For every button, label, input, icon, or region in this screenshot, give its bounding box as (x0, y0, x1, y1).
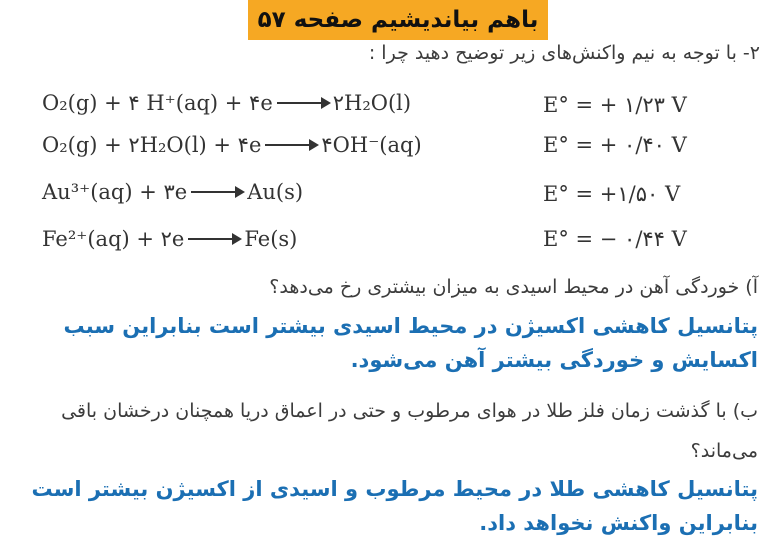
reaction-2-products: ۴OH⁻(aq) (321, 133, 422, 157)
reaction-2-reactants: O₂(g) + ۲H₂O(l) + ۴e (42, 133, 262, 157)
reaction-4-potential: E° = − ۰/۴۴ V (543, 227, 687, 251)
reaction-3-potential: E° = +۱/۵۰ V (543, 182, 681, 206)
reaction-3-reactants: Au³⁺(aq) + ۳e (42, 180, 188, 204)
reaction-1-reactants: O₂(g) + ۴ H⁺(aq) + ۴e (42, 91, 273, 115)
part-a-question: آ) خوردگی آهن در محیط اسیدی به میزان بیشتری رخ می‌دهد؟ (269, 276, 758, 298)
reaction-2 (42, 133, 422, 157)
reaction-arrow-icon (277, 102, 329, 104)
reaction-arrow-icon (188, 238, 240, 240)
reaction-4 (42, 227, 297, 251)
reaction-3-products: Au(s) (247, 180, 304, 204)
part-b-question-line-1: ب) با گذشت زمان فلز طلا در هوای مرطوب و حتی در اعماق دریا همچنان درخشان باقی (61, 400, 758, 422)
reaction-1-potential: E° = + ۱/۲۳ V (543, 93, 687, 117)
reaction-1 (42, 91, 411, 115)
reaction-4-products: Fe(s) (244, 227, 298, 251)
page-banner: باهم بیاندیشیم صفحه ۵۷ (248, 0, 548, 40)
reaction-arrow-icon (265, 144, 317, 146)
reaction-arrow-icon (191, 191, 243, 193)
part-a-answer: پتانسیل کاهشی اکسیژن در محیط اسیدی بیشتر است بنابراین سبب اکسایش و خوردگی بیشتر آهن می‌شود. (63, 314, 758, 372)
reaction-2-potential: E° = + ۰/۴۰ V (543, 133, 687, 157)
part-b-answer: پتانسیل کاهشی طلا در محیط مرطوب و اسیدی از اکسیژن بیشتر است بنابراین واکنش نخواهد داد. (31, 477, 758, 535)
part-b-question-line-2: می‌ماند؟ (690, 440, 758, 462)
question-2-prompt: ۲- با توجه به نیم واکنش‌های زیر توضیح دهید چرا : (368, 42, 760, 64)
reaction-3 (42, 180, 303, 204)
reaction-4-reactants: Fe²⁺(aq) + ۲e (42, 227, 185, 251)
reaction-1-products: ۲H₂O(l) (332, 91, 412, 115)
